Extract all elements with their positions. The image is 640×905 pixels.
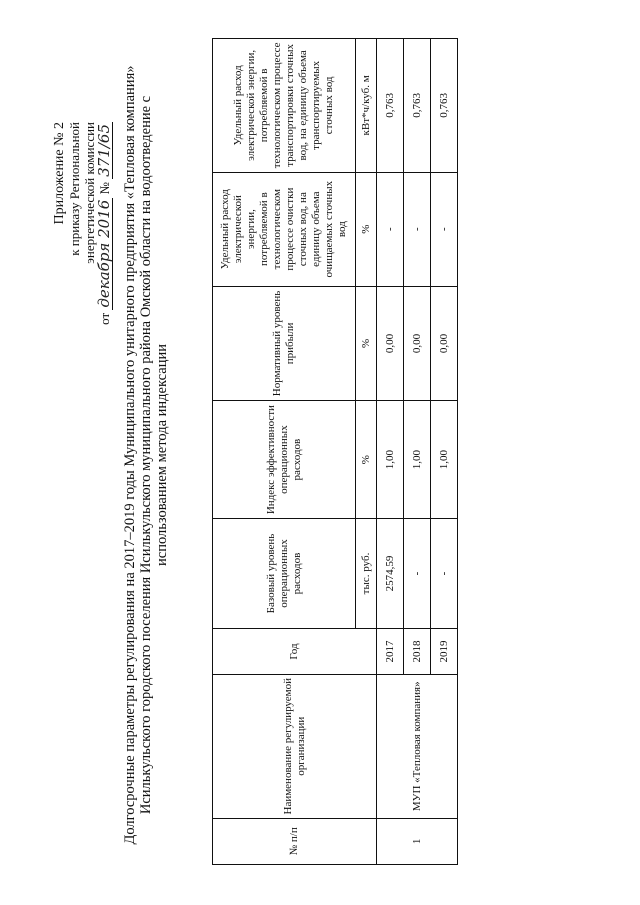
unit-elec-clean: % <box>356 172 377 286</box>
order-date-number <box>97 122 113 352</box>
cell-base: - <box>404 518 431 628</box>
document-title: Долгосрочные параметры регулирования на 2017–2019 годы Муниципального унитарного предприятия «Тепловая компания» Исилькульского городского поселения Исилькульского муниципального района Омской области на водоотведение с использованием метода индексации <box>122 65 170 845</box>
from-label: от <box>97 312 112 325</box>
unit-elec-transport: кВт*ч/куб. м <box>356 39 377 173</box>
cell-index: 1,00 <box>404 401 431 519</box>
table-row <box>377 39 404 865</box>
header-norm: Нормативный уровень прибыли <box>213 286 356 401</box>
cell-index: 1,00 <box>377 401 404 519</box>
cell-norm: 0,00 <box>377 286 404 401</box>
appendix-block <box>52 122 113 352</box>
org-name: МУП «Тепловая компания» <box>377 674 458 818</box>
cell-elec-clean: - <box>404 172 431 286</box>
header-num: № п/п <box>213 818 377 864</box>
cell-index: 1,00 <box>431 401 458 519</box>
header-year: Год <box>213 629 377 675</box>
number-label: № <box>97 182 112 195</box>
cell-elec-clean: - <box>431 172 458 286</box>
header-index: Индекс эффективности операционных расходов <box>213 401 356 519</box>
cell-norm: 0,00 <box>404 286 431 401</box>
unit-base: тыс. руб. <box>356 518 377 628</box>
cell-elec-transport: 0,763 <box>377 39 404 173</box>
table-header-row <box>213 39 356 865</box>
cell-base: - <box>431 518 458 628</box>
unit-norm: % <box>356 286 377 401</box>
cell-norm: 0,00 <box>431 286 458 401</box>
appendix-title: Приложение № 2 <box>52 122 67 225</box>
cell-elec-clean: - <box>377 172 404 286</box>
cell-elec-transport: 0,763 <box>404 39 431 173</box>
cell-base: 2574,59 <box>377 518 404 628</box>
header-org: Наименование регулируемой организации <box>213 674 377 818</box>
row-number: 1 <box>377 818 458 864</box>
cell-year: 2017 <box>377 629 404 675</box>
cell-elec-transport: 0,763 <box>431 39 458 173</box>
appendix-commission: энергетической комиссии <box>82 122 97 264</box>
unit-index: % <box>356 401 377 519</box>
handwritten-number: 371/65 <box>95 124 113 177</box>
header-elec-transport: Удельный расход электрической энергии, потребляемой в технологическом процессе транспортировки сточных вод, на единицу объема транспортируемых сточных вод <box>213 39 356 173</box>
appendix-order-ref: к приказу Региональной <box>67 122 82 256</box>
cell-year: 2018 <box>404 629 431 675</box>
header-base: Базовый уровень операционных расходов <box>213 518 356 628</box>
parameters-table <box>212 38 458 865</box>
handwritten-date: декабря 2016 <box>95 199 113 308</box>
header-elec-clean: Удельный расход электрической энергии, потребляемой в технологическом процессе очистки сточных вод, на единицу объема очищаемых сточных вод <box>213 172 356 286</box>
cell-year: 2019 <box>431 629 458 675</box>
